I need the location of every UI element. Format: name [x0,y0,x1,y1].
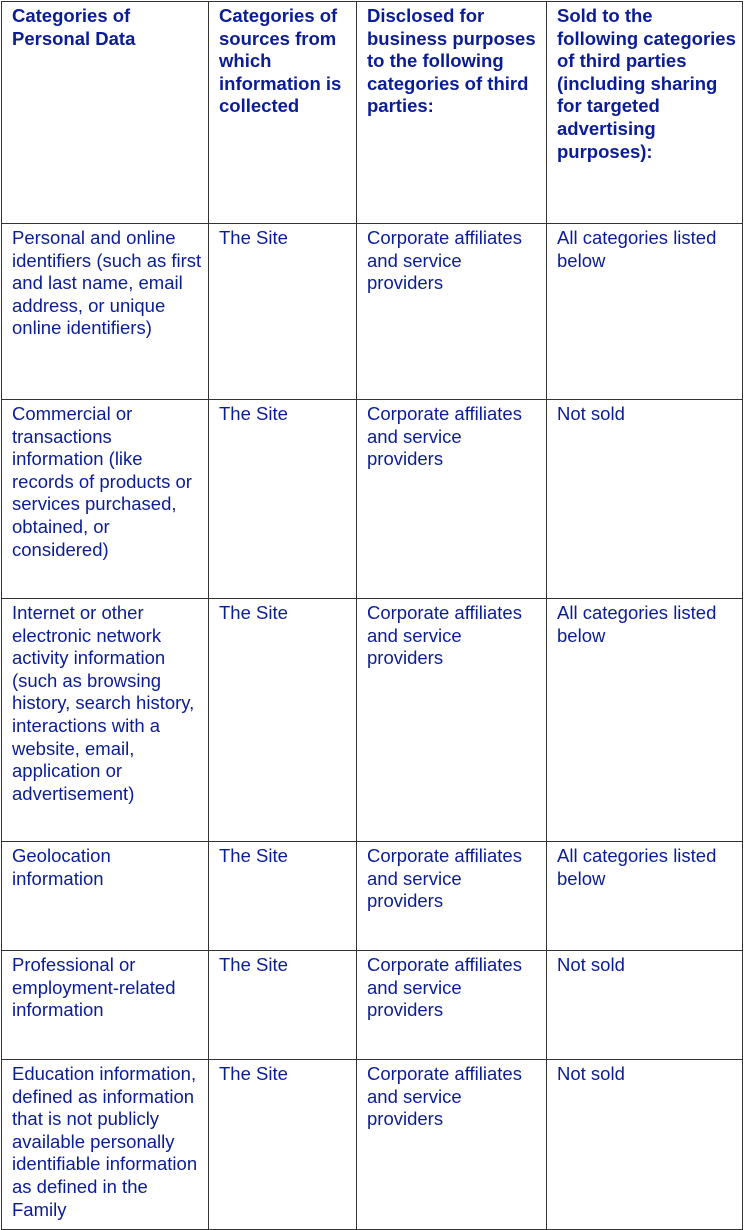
table-row [2,400,743,599]
cell-personal-data-category: Education information, defined as information that is not publicly available personally identifiable information as defined in the Family [2,1060,209,1230]
cell-source: The Site [209,599,357,842]
cell-disclosed-to: Corporate affiliates and service providers [357,599,547,842]
header-disclosed-for-business: Disclosed for business purposes to the following categories of third parties: [357,2,547,224]
cell-sold-to: All categories listed below [547,599,743,842]
cell-personal-data-category: Professional or employment-related information [2,951,209,1060]
table-row [2,951,743,1060]
cell-disclosed-to: Corporate affiliates and service providers [357,224,547,400]
header-sold-to-third-parties: Sold to the following categories of third parties (including sharing for targeted advertising purposes): [547,2,743,224]
table-row [2,842,743,951]
cell-sold-to: Not sold [547,1060,743,1230]
cell-sold-to: All categories listed below [547,224,743,400]
table-row [2,599,743,842]
personal-data-table [1,1,743,1230]
cell-source: The Site [209,1060,357,1230]
cell-source: The Site [209,842,357,951]
cell-disclosed-to: Corporate affiliates and service providers [357,951,547,1060]
cell-sold-to: Not sold [547,951,743,1060]
header-sources: Categories of sources from which information is collected [209,2,357,224]
cell-source: The Site [209,224,357,400]
table-row [2,224,743,400]
table-row [2,1060,743,1230]
cell-source: The Site [209,951,357,1060]
cell-personal-data-category: Internet or other electronic network activity information (such as browsing history, search history, interactions with a website, email, application or advertisement) [2,599,209,842]
cell-personal-data-category: Commercial or transactions information (like records of products or services purchased, obtained, or considered) [2,400,209,599]
cell-source: The Site [209,400,357,599]
table-header-row [2,2,743,224]
cell-sold-to: Not sold [547,400,743,599]
cell-disclosed-to: Corporate affiliates and service providers [357,1060,547,1230]
cell-disclosed-to: Corporate affiliates and service providers [357,400,547,599]
header-categories-of-personal-data: Categories of Personal Data [2,2,209,224]
cell-personal-data-category: Geolocation information [2,842,209,951]
cell-personal-data-category: Personal and online identifiers (such as first and last name, email address, or unique online identifiers) [2,224,209,400]
cell-sold-to: All categories listed below [547,842,743,951]
cell-disclosed-to: Corporate affiliates and service providers [357,842,547,951]
